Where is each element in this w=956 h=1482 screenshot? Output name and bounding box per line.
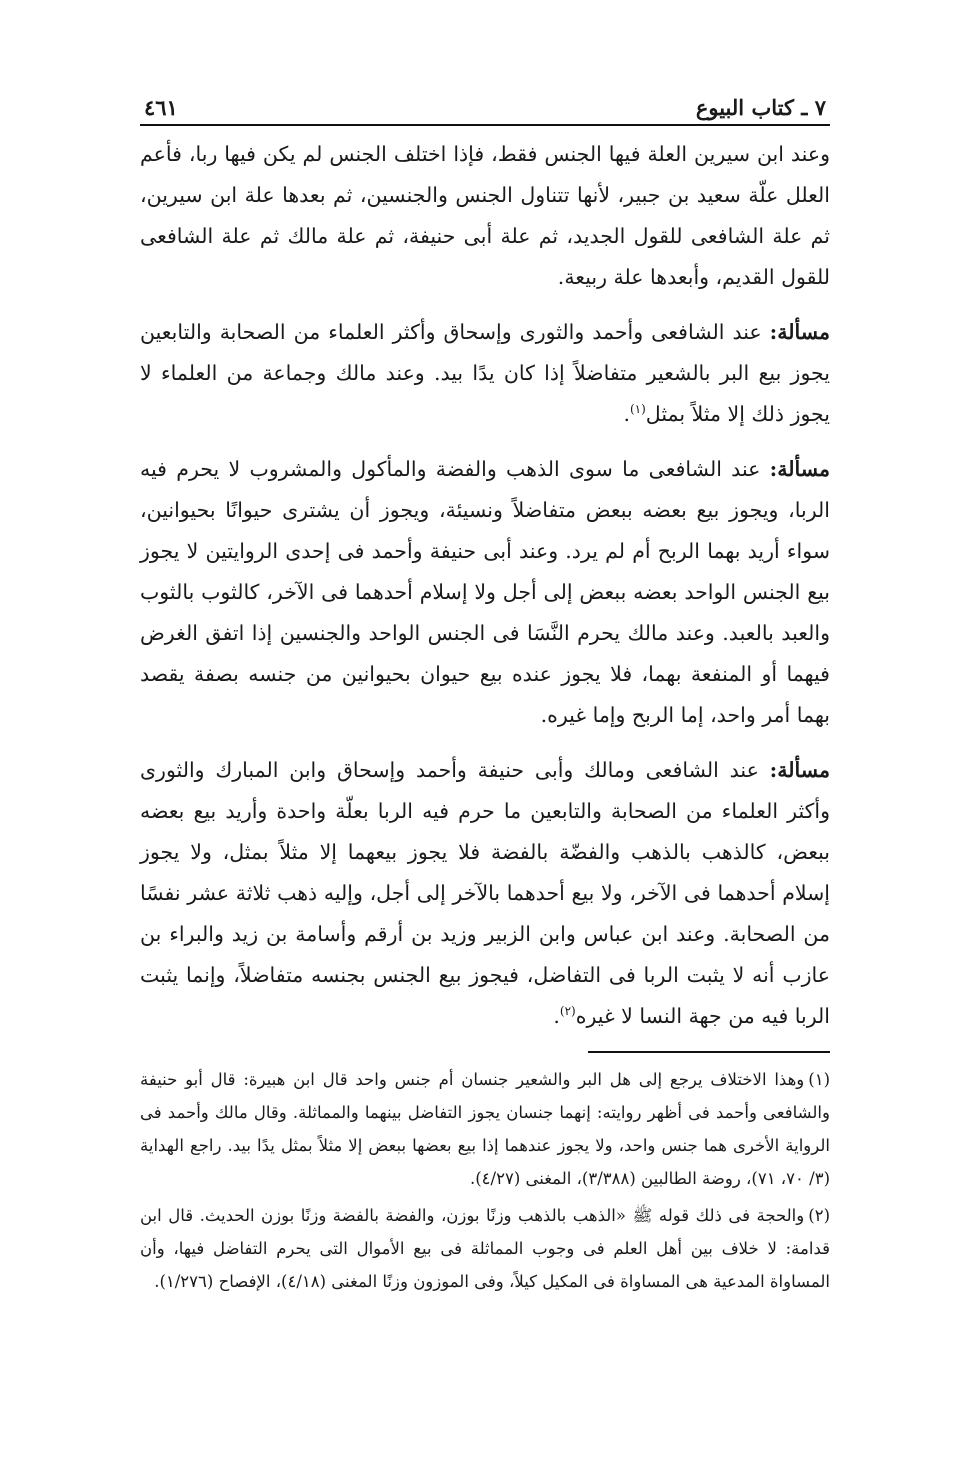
main-text [140, 134, 830, 1037]
footnote-text: وهذا الاختلاف يرجع إلى هل البر والشعير جنسان أم جنس واحد قال ابن هبيرة: قال أبو حنيفة والشافعى وأحمد فى أظهر روايته: إنهما جنسان يجوز التفاضل بينهما والمماثلة. وقال مالك وأحمد فى الرواية الأخرى هما جنس واحد، ولا يجوز عندهما إذا بيع بعضها ببعض إلا مثلاً بمثل يدًا بيد. راجع الهداية (٣/ ٧٠، ٧١)، روضة الطالبين (٣/٣٨٨)، المغنى (٤/٢٧). [140, 1070, 830, 1188]
footnote-number: (٢) [808, 1206, 830, 1225]
paragraph-text: عند الشافعى ما سوى الذهب والفضة والمأكول والمشروب لا يحرم فيه الربا، ويجوز بيع بعضه ببعض متفاضلاً ونسيئة، ويجوز أن يشترى حيوانًا بحيوانين، سواء أريد بهما الربح أم لم يرد. وعند أبى حنيفة وأحمد فى إحدى الروايتين لا يجوز بيع الجنس الواحد بعضه ببعض إلى أجل ولا إسلام أحدهما فى الآخر، كالثوب بالثوب والعبد بالعبد. وعند مالك يحرم النَّسَا فى الجنس الواحد والجنسين إذا اتفق الغرض فيهما أو المنفعة بهما، فلا يجوز عنده بيع حيوان بحيوانين من جنسه بصفة يقصد بهما أمر واحد، إما الربح وإما غيره. [140, 457, 830, 727]
paragraph-text: عند الشافعى ومالك وأبى حنيفة وأحمد وإسحاق وابن المبارك والثورى وأكثر العلماء من الصحابة والتابعين ما حرم فيه الربا بعلّة واحدة وأريد بيع بعضه ببعض، كالذهب بالذهب والفضّة بالفضة فلا يجوز بيعهما إلا مثلاً بمثل، ولا يجوز إسلام أحدهما فى الآخر، ولا بيع أحدهما بالآخر إلى أجل، وإليه ذهب ثلاثة عشر نفسًا من الصحابة. وعند ابن عباس وابن الزبير وزيد بن أرقم وأسامة بن زيد والبراء بن عازب أنه لا يثبت الربا فى التفاضل، فيجوز بيع الجنس بجنسه متفاضلاً، وإنما يثبت الربا فيه من جهة النسا لا غيره [140, 758, 830, 1028]
header-rule [140, 124, 830, 126]
footnotes [140, 1063, 830, 1298]
paragraph-tail: . [623, 402, 630, 426]
footnote-number: (١) [808, 1070, 830, 1089]
paragraph-1 [140, 134, 830, 298]
paragraph-2 [140, 312, 830, 435]
chapter-title: ٧ ـ كتاب البيوع [695, 95, 826, 120]
paragraph-4 [140, 750, 830, 1037]
paragraph-tail: . [553, 1004, 560, 1028]
footnote-reference[interactable]: (٢) [559, 1004, 576, 1019]
issue-label: مسألة: [769, 758, 830, 782]
running-header [140, 95, 830, 124]
paragraph-text: عند الشافعى وأحمد والثورى وإسحاق وأكثر العلماء من الصحابة والتابعين يجوز بيع البر بالشعير متفاضلاً إذا كان يدًا بيد. وعند مالك وجماعة من العلماء لا يجوز ذلك إلا مثلاً بمثل [140, 320, 830, 426]
footnote-reference[interactable]: (١) [629, 402, 646, 417]
paragraph-text: وعند ابن سيرين العلة فيها الجنس فقط، فإذا اختلف الجنس لم يكن فيها ربا، فأعم العلل علّة سعيد بن جبير، لأنها تتناول الجنس والجنسين، ثم بعدها علة ابن سيرين، ثم علة الشافعى للقول الجديد، ثم علة أبى حنيفة، ثم علة مالك ثم علة الشافعى للقول القديم، وأبعدها علة ربيعة. [140, 142, 830, 289]
footnote-text: والحجة فى ذلك قوله ﷺ «الذهب بالذهب وزنًا بوزن، والفضة بالفضة وزنًا بوزن الحديث. قال ابن قدامة: لا خلاف بين أهل العلم فى وجوب المماثلة فى بيع الأموال التى يحرم التفاضل فيها، وأن المساواة المدعية هى المساواة فى المكيل كيلاً، وفى الموزون وزنًا المغنى (٤/١٨)، الإفصاح (١/٢٧٦). [140, 1206, 830, 1291]
footnote-1 [140, 1063, 830, 1195]
footnote-rule [588, 1051, 830, 1053]
paragraph-3 [140, 449, 830, 736]
footnote-2 [140, 1199, 830, 1298]
issue-label: مسألة: [769, 320, 830, 344]
book-page [140, 95, 830, 1302]
issue-label: مسألة: [769, 457, 830, 481]
page-number: ٤٦١ [144, 95, 178, 120]
